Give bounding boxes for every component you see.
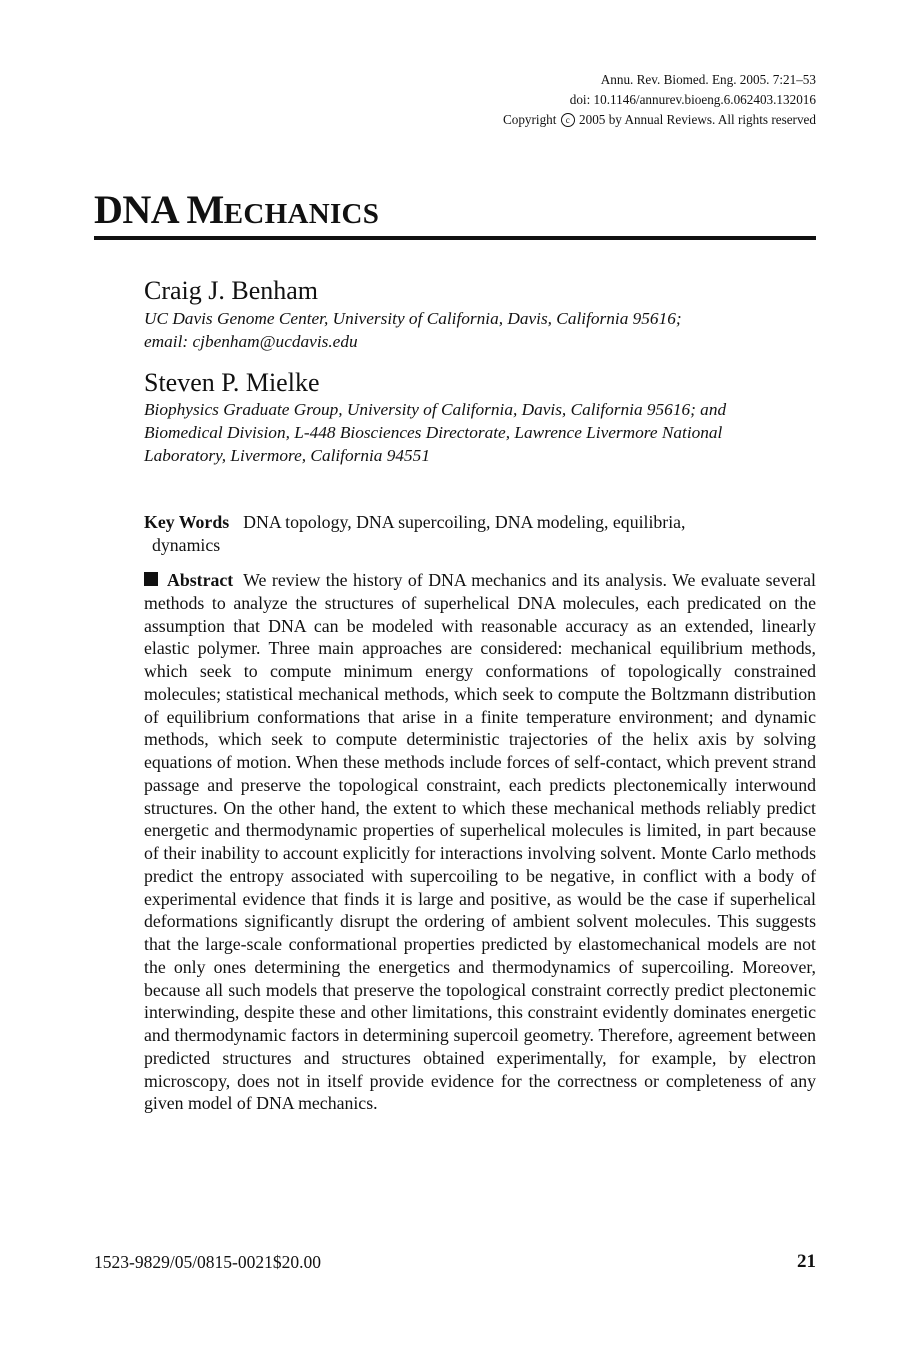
- keywords-line-2: dynamics: [152, 535, 221, 555]
- title-initial: M: [186, 187, 224, 232]
- page-title: [94, 186, 379, 233]
- copyright-prefix: Copyright: [502, 112, 557, 127]
- author-name: Craig J. Benham: [144, 276, 319, 305]
- keywords-line-1: [144, 511, 816, 534]
- affiliation-line: UC Davis Genome Center, University of California, Davis, California 95616;: [144, 309, 682, 328]
- affiliation-email[interactable]: email: cjbenham@ucdavis.edu: [144, 332, 358, 351]
- copyright-suffix: 2005 by Annual Reviews. All rights reserved: [579, 112, 816, 127]
- abstract: [144, 569, 816, 1115]
- keywords-label: Key Words: [144, 512, 230, 532]
- square-bullet-icon: [144, 572, 158, 586]
- journal-citation: Annu. Rev. Biomed. Eng. 2005. 7:21–53: [600, 72, 816, 87]
- page-number: 21: [797, 1251, 816, 1272]
- copyright-icon: c: [561, 113, 575, 127]
- affiliation-line: Laboratory, Livermore, California 94551: [144, 446, 430, 465]
- abstract-text: We review the history of DNA mechanics and its analysis. We evaluate several methods to analyze the structures of superhelical DNA molecules, each predicated on the assumption that DNA can be modeled with reasonable accuracy as an extended, linearly elastic polymer. Three main approaches are considered: mechanical equilibrium methods, which seek to compute minimum energy conformations of topologically constrained molecules; statistical mechanical methods, which seek to compute the Boltzmann distribution of equilibrium conformations that arise in a finite temperature environment; and dynamic methods, which seek to compute deterministic trajectories of the helix axis by solving equations of motion. When these methods include forces of self-contact, which prevent strand passage and preserve the topological constraint, each predicts plectonemically interwound structures. On the other hand, the extent to which these mechanical methods reliably predict energetic and thermodynamic properties of superhelical molecules is limited, in part because of their inability to account explicitly for interactions involving solvent. Monte Carlo methods predict the entropy associated with supercoiling to be negative, in conflict with a body of experimental evidence that finds it is large and positive, as would be the case if superhelical deformations significantly disrupt the ordering of ambient solvent molecules. This suggests that the large-scale conformational properties predicted by elastomechanical models are not the only ones determining the energetics and thermodynamics of supercoiling. Moreover, because all such models that preserve the topological constraint correctly predict plectonemic interwinding, despite these and other limitations, this constraint evidently dominates energetic and thermodynamic factors in determining supercoil geometry. Therefore, agreement between predicted structures and structures obtained experimentally, for example, by electron microscopy, does not in itself provide evidence for the correctness or completeness of any given model of DNA mechanics.: [144, 570, 816, 1114]
- author-name: Steven P. Mielke: [144, 368, 320, 397]
- copyright-line: [503, 110, 816, 130]
- keywords-text: DNA topology, DNA supercoiling, DNA modeling, equilibria,: [243, 512, 686, 532]
- footer-issn: 1523-9829/05/0815-0021$20.00: [94, 1252, 322, 1272]
- abstract-label: Abstract: [167, 570, 234, 590]
- keywords: [144, 511, 816, 557]
- article-header: [503, 70, 816, 130]
- author-affiliation: [144, 307, 682, 353]
- affiliation-line: Biophysics Graduate Group, University of California, Davis, California 95616; and: [144, 400, 727, 419]
- doi[interactable]: doi: 10.1146/annurev.bioeng.6.062403.132016: [569, 92, 816, 107]
- author-affiliation: [144, 398, 726, 467]
- title-word-1: DNA: [94, 187, 177, 232]
- affiliation-line: Biomedical Division, L-448 Biosciences Directorate, Lawrence Livermore National: [144, 423, 723, 442]
- title-rule: [94, 236, 816, 240]
- title-small-caps: ECHANICS: [223, 198, 380, 230]
